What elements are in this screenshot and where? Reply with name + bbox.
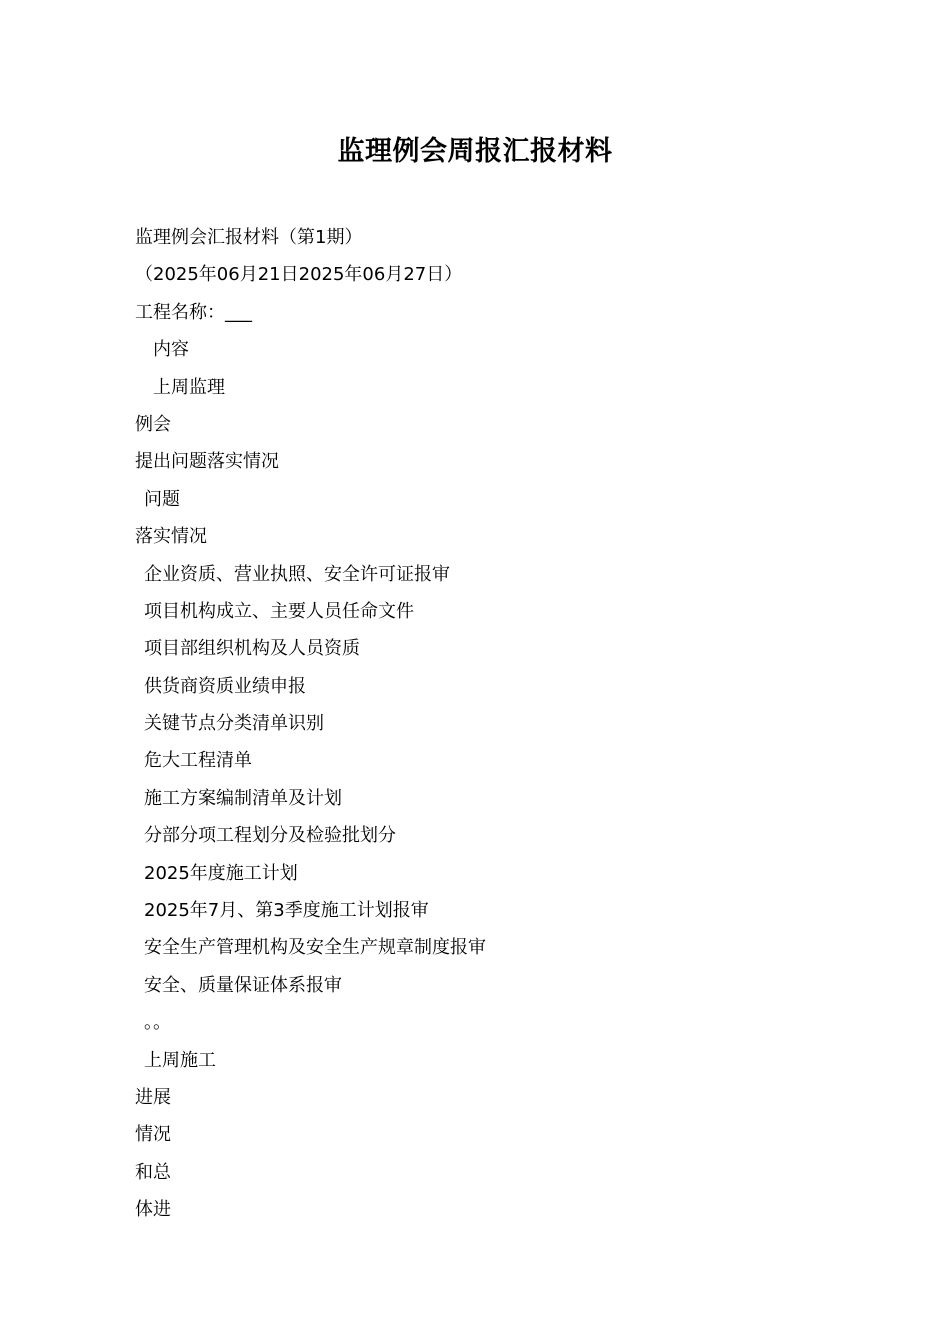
text-line: 进展 (135, 1086, 171, 1108)
text-line: 上周施工 (144, 1049, 216, 1071)
report-subtitle: 监理例会汇报材料（第1期） (135, 227, 363, 248)
list-item: 项目机构成立、主要人员任命文件 (144, 600, 414, 622)
list-item: 施工方案编制清单及计划 (144, 787, 342, 809)
document-body (135, 223, 855, 1233)
text-line: 落实情况 (135, 526, 207, 548)
list-item: 供货商资质业绩申报 (144, 675, 306, 697)
text-line: 情况 (135, 1124, 171, 1146)
text-line: 。。 (144, 1012, 171, 1034)
text-line: 内容 (153, 339, 189, 361)
list-item: 危大工程清单 (144, 750, 252, 772)
text-line: 提出问题落实情况 (135, 451, 279, 473)
list-item: 分部分项工程划分及检验批划分 (144, 825, 396, 847)
text-line: 问题 (144, 488, 180, 510)
list-item: 关键节点分类清单识别 (144, 713, 324, 735)
text-line: 体进 (135, 1199, 171, 1221)
project-name-line: 工程名称：___ (135, 301, 252, 323)
list-item: 2025年度施工计划 (144, 862, 298, 884)
list-item: 项目部组织机构及人员资质 (144, 638, 360, 660)
text-line: 上周监理 (153, 376, 225, 398)
text-line: 例会 (135, 413, 171, 435)
text-line: 和总 (135, 1161, 171, 1183)
list-item: 安全生产管理机构及安全生产规章制度报审 (144, 937, 486, 959)
report-date-range: （2025年06月21日2025年06月27日） (135, 264, 463, 286)
list-item: 2025年7月、第3季度施工计划报审 (144, 900, 429, 922)
list-item: 企业资质、营业执照、安全许可证报审 (144, 563, 450, 585)
list-item: 安全、质量保证体系报审 (144, 974, 342, 996)
document-title: 监理例会周报汇报材料 (337, 136, 613, 167)
